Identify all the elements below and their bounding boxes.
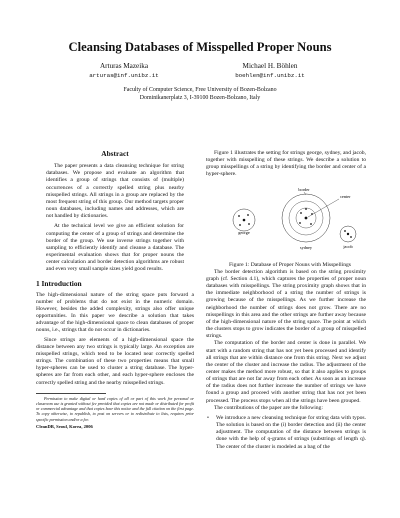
label-center: center <box>340 193 351 199</box>
author-1-name: Arturas Mazeika <box>99 62 149 70</box>
label-border: border <box>298 186 310 192</box>
intro-paragraph-2: Since strings are elements of a high-dimensional space the distance between any two strings is typically large. An exception are misspelled strings, which tend to be located near correctly spelled strings. The combination of these two properties means that small hyper-spheres can be used to cluster a string database. The hyper-spheres are far from each other, and each hyper-sphere encloses the correctly spelled string and the nearby misspelled strings. <box>36 336 194 386</box>
right-column <box>206 150 366 451</box>
author-2 <box>204 62 336 80</box>
bullet-marker: • <box>207 414 209 421</box>
hypersphere-diagram <box>206 182 366 260</box>
right-paragraph-3: The computation of the border and center is done in parallel. We start with a random string that has not yet been processed and identify all strings that are within distance one from this string. Next we adjust the center of the cluster and increase the radius. The adjustment of the center makes the method more robust, so that it also applies to groups of strings that are not far away from each other. As soon as an increase of the radius does not further increase the number of strings we have found a group and proceed with another string that has not yet been processed. The process stops when all the strings have been grouped. <box>206 340 366 404</box>
footnote-rule <box>36 393 106 394</box>
copyright-footnote: Permission to make digital or hard copies of all or part of this work for personal or classroom use is granted without fee provided that copies are not made or distributed for profit or commercial advantage and that copies bear this notice and the full citation on the first page. To copy otherwise, to republish, to post on servers or to redistribute to lists, requires prior specific permission and/or a fee. <box>36 395 194 422</box>
author-1-email: arturas@inf.unibz.it <box>89 72 159 79</box>
right-paragraph-4: The contributions of the paper are the following: <box>214 404 323 411</box>
author-2-name: Michael H. Böhlen <box>242 62 298 70</box>
abstract-paragraph-2: At the technical level we give an efficient solution for computing the center of a group of strings and determine the border of the group. We use inverse strings together with sampling to efficiently identify and cleanse a database. The experimental evaluation shows that for proper nouns the center calculation and border detection algorithms are robust and even very small sample sizes yield good results. <box>46 223 184 273</box>
affiliation <box>0 86 400 102</box>
bullet-1-text: We introduce a new cleansing technique for string data with typos. The solution is based on the (i) border detection and (ii) the center adjustment. The computation of the distance between strings is done with the help of q-grams of strings (substrings of length q). The center of the cluster is modeled as a bag of the <box>216 414 366 450</box>
paper-title: Cleansing Databases of Misspelled Proper Nouns <box>68 40 332 54</box>
section-heading-introduction: 1 Introduction <box>36 278 82 288</box>
figure-caption: Figure 1: Database of Proper Nouns with Misspellings <box>229 261 351 268</box>
right-paragraph-1: Figure 1 illustrates the setting for strings george, sydney, and jacob, together with misspelling of these strings. We describe a solution to group misspellings of a string by identifying the border and center of a hyper-sphere. <box>206 150 366 178</box>
sydney-center-point <box>305 216 308 219</box>
contribution-bullet-1 <box>206 415 366 451</box>
label-george: george <box>238 229 250 235</box>
label-jacob: jacob <box>343 243 353 249</box>
intro-paragraph-1: The high-dimensional nature of the string space puts forward a number of problems that do not exist in the numeric domain. However, besides the added complexity, strings also offer unique opportunities. In this paper we describe a solution that takes advantage of the high-dimensional space to clean databases of proper nouns, i.e., strings that do not occur in dictionaries. <box>36 291 194 334</box>
right-paragraph-2: The border detection algorithm is based on the string proximity graph (cf. Section 4.1), which captures the properties of proper noun databases with misspellings. The string proximity graph shows that in the immediate neighborhood of a string the number of strings is growing because of the misspellings. As we further increase the neighborhood the number of strings does not grow. There are no misspellings in this area and the other strings are further away because of the high-dimensional nature of the string space. The point at which the clusters stops to grow indicates the border of a group of misspelled strings. <box>206 268 366 340</box>
affiliation-line-1: Faculty of Computer Science, Free University of Bozen-Bolzano <box>123 87 277 93</box>
george-center-point <box>243 218 246 221</box>
label-sydney: sydney <box>299 244 313 250</box>
abstract-heading: Abstract <box>101 149 129 158</box>
figure-1 <box>206 182 366 260</box>
jacob-center-point <box>347 232 349 234</box>
left-column <box>36 150 194 430</box>
abstract <box>36 163 194 273</box>
abstract-paragraph-1: The paper presents a data cleansing technique for string databases. We propose and evaluate an algorithm that identifies a group of strings that consists of (multiple) occurrences of a correctly spelled string plus nearby misspelled strings. All strings in a group are replaced by the most frequent string of this group. Our method targets proper noun databases, including names and addresses, which are not handled by dictionaries. <box>46 163 184 220</box>
author-1 <box>64 62 184 80</box>
affiliation-line-2: Dominikanerplatz 3, I-39100 Bozen-Bolzano, Italy <box>139 95 261 101</box>
author-2-email: boehlen@inf.unibz.it <box>235 72 305 79</box>
venue-line: CleanDB, Seoul, Korea, 2006 <box>36 423 93 429</box>
